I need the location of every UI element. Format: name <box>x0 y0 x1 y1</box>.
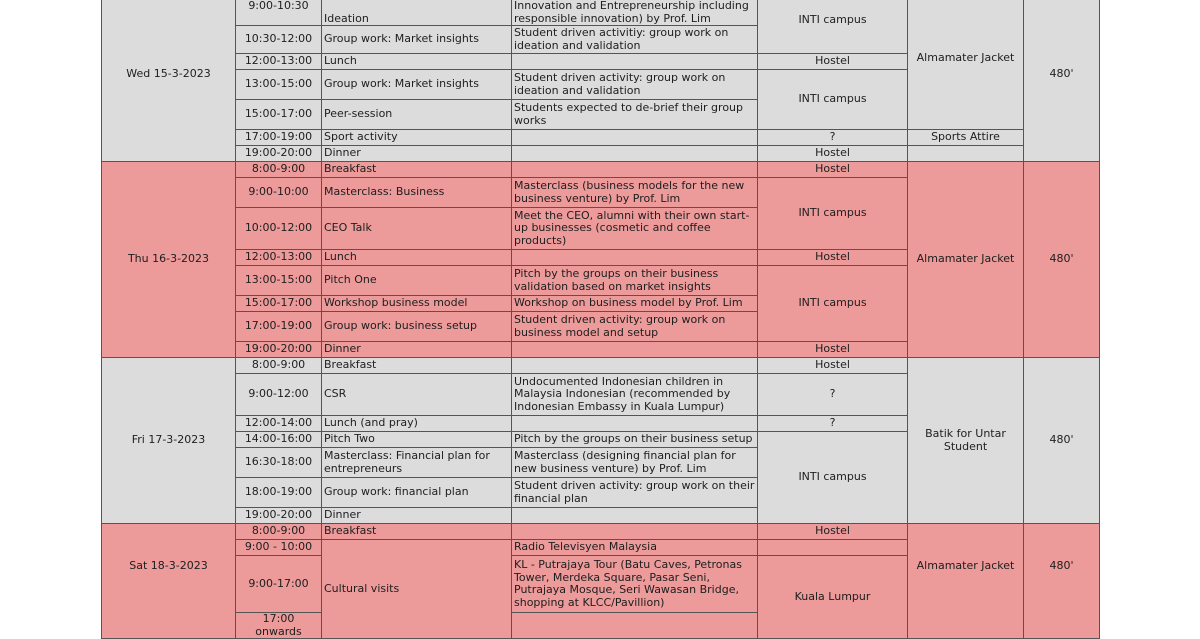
venue-cell: Hostel <box>758 54 908 70</box>
activity-cell: Breakfast <box>322 524 512 540</box>
time-cell: 9:00-12:00 <box>236 374 322 416</box>
activity-cell: Pitch Two <box>322 432 512 448</box>
activity-cell: CEO Talk <box>322 208 512 250</box>
activity-cell: Group work: business setup <box>322 312 512 342</box>
description-cell: Pitch by the groups on their business validation based on market insights <box>512 266 758 296</box>
description-cell <box>512 250 758 266</box>
attire-cell: Almamater Jacket <box>908 162 1024 358</box>
attire-cell <box>908 146 1024 162</box>
time-cell: 10:00-12:00 <box>236 208 322 250</box>
description-cell: Student driven activity: group work on their financial plan <box>512 478 758 508</box>
budget-cell: 480' <box>1024 358 1100 524</box>
attire-cell: Batik for Untar Student <box>908 358 1024 524</box>
description-cell <box>512 613 758 639</box>
time-cell: 13:00-15:00 <box>236 70 322 100</box>
day-cell: Wed 15-3-2023 <box>102 0 236 162</box>
attire-cell: Almamater Jacket <box>908 524 1024 639</box>
venue-cell: Hostel <box>758 358 908 374</box>
venue-cell: INTI campus <box>758 178 908 250</box>
description-cell: Masterclass (designing financial plan for new business venture) by Prof. Lim <box>512 448 758 478</box>
description-cell <box>512 146 758 162</box>
time-cell: 19:00-20:00 <box>236 508 322 524</box>
activity-cell: CSR <box>322 374 512 416</box>
budget-cell: 480' <box>1024 524 1100 639</box>
venue-cell: ? <box>758 130 908 146</box>
venue-cell: Hostel <box>758 250 908 266</box>
time-cell: 8:00-9:00 <box>236 524 322 540</box>
description-cell: Student driven activitiy: group work on ideation and validation <box>512 26 758 54</box>
description-cell: Workshop on business model by Prof. Lim <box>512 296 758 312</box>
activity-cell: Workshop business model <box>322 296 512 312</box>
time-cell: 19:00-20:00 <box>236 342 322 358</box>
venue-cell: INTI campus <box>758 266 908 342</box>
venue-cell: INTI campus <box>758 70 908 130</box>
day-cell: Fri 17-3-2023 <box>102 358 236 524</box>
time-cell: 12:00-13:00 <box>236 54 322 70</box>
activity-cell: Sport activity <box>322 130 512 146</box>
description-cell <box>512 162 758 178</box>
venue-cell: ? <box>758 374 908 416</box>
description-cell: Meet the CEO, alumni with their own start-up businesses (cosmetic and coffee products) <box>512 208 758 250</box>
activity-cell: Breakfast <box>322 162 512 178</box>
day-cell: Sat 18-3-2023 <box>102 524 236 639</box>
description-cell: Innovation and Entrepreneurship including responsible innovation) by Prof. Lim <box>512 0 758 26</box>
schedule-sheet <box>101 0 1099 639</box>
description-cell: Student driven activity: group work on ideation and validation <box>512 70 758 100</box>
attire-cell: Sports Attire <box>908 130 1024 146</box>
time-cell: 14:00-16:00 <box>236 432 322 448</box>
time-cell: 17:00 onwards <box>236 613 322 639</box>
time-cell: 8:00-9:00 <box>236 358 322 374</box>
venue-cell: Hostel <box>758 162 908 178</box>
time-cell: 9:00-10:30 <box>236 0 322 26</box>
venue-cell: INTI campus <box>758 432 908 524</box>
time-cell: 19:00-20:00 <box>236 146 322 162</box>
activity-cell: Peer-session <box>322 100 512 130</box>
description-cell <box>512 358 758 374</box>
venue-cell: INTI campus <box>758 0 908 54</box>
venue-cell: Kuala Lumpur <box>758 556 908 639</box>
activity-cell: Pitch One <box>322 266 512 296</box>
time-cell: 15:00-17:00 <box>236 100 322 130</box>
day-cell: Thu 16-3-2023 <box>102 162 236 358</box>
time-cell: 8:00-9:00 <box>236 162 322 178</box>
venue-cell: Hostel <box>758 524 908 540</box>
description-cell <box>512 524 758 540</box>
budget-cell: 480' <box>1024 162 1100 358</box>
activity-cell: Lunch <box>322 54 512 70</box>
time-cell: 16:30-18:00 <box>236 448 322 478</box>
description-cell: Students expected to de-brief their group works <box>512 100 758 130</box>
attire-cell: Almamater Jacket <box>908 0 1024 130</box>
description-cell: Masterclass (business models for the new business venture) by Prof. Lim <box>512 178 758 208</box>
time-cell: 12:00-13:00 <box>236 250 322 266</box>
description-cell <box>512 416 758 432</box>
activity-cell: Dinner <box>322 146 512 162</box>
activity-cell: Lunch <box>322 250 512 266</box>
venue-cell: Hostel <box>758 342 908 358</box>
description-cell: Undocumented Indonesian children in Malaysia Indonesian (recommended by Indonesian Embassy in Kuala Lumpur) <box>512 374 758 416</box>
time-cell: 18:00-19:00 <box>236 478 322 508</box>
activity-cell: Breakfast <box>322 358 512 374</box>
time-cell: 9:00 - 10:00 <box>236 540 322 556</box>
description-cell: Pitch by the groups on their business setup <box>512 432 758 448</box>
activity-cell: Cultural visits <box>322 540 512 639</box>
activity-cell: Group work: Market insights <box>322 70 512 100</box>
time-cell: 9:00-10:00 <box>236 178 322 208</box>
time-cell: 17:00-19:00 <box>236 130 322 146</box>
schedule-table <box>101 0 1100 639</box>
activity-cell: Masterclass: Business <box>322 178 512 208</box>
activity-cell: Lunch (and pray) <box>322 416 512 432</box>
venue-cell: Hostel <box>758 146 908 162</box>
venue-cell <box>758 540 908 556</box>
description-cell <box>512 342 758 358</box>
venue-cell: ? <box>758 416 908 432</box>
activity-cell: Ideation <box>322 0 512 26</box>
time-cell: 15:00-17:00 <box>236 296 322 312</box>
activity-cell: Dinner <box>322 342 512 358</box>
activity-cell: Group work: Market insights <box>322 26 512 54</box>
description-cell: KL - Putrajaya Tour (Batu Caves, Petronas Tower, Merdeka Square, Pasar Seni, Putrajaya Mosque, Seri Wawasan Bridge, shopping at KLCC/Pavillion) <box>512 556 758 613</box>
budget-cell: 480' <box>1024 0 1100 162</box>
time-cell: 12:00-14:00 <box>236 416 322 432</box>
time-cell: 17:00-19:00 <box>236 312 322 342</box>
time-cell: 10:30-12:00 <box>236 26 322 54</box>
activity-cell: Group work: financial plan <box>322 478 512 508</box>
description-cell: Radio Televisyen Malaysia <box>512 540 758 556</box>
description-cell <box>512 130 758 146</box>
time-cell: 9:00-17:00 <box>236 556 322 613</box>
activity-cell: Masterclass: Financial plan for entrepreneurs <box>322 448 512 478</box>
description-cell: Student driven activity: group work on business model and setup <box>512 312 758 342</box>
time-cell: 13:00-15:00 <box>236 266 322 296</box>
description-cell <box>512 508 758 524</box>
activity-cell: Dinner <box>322 508 512 524</box>
description-cell <box>512 54 758 70</box>
